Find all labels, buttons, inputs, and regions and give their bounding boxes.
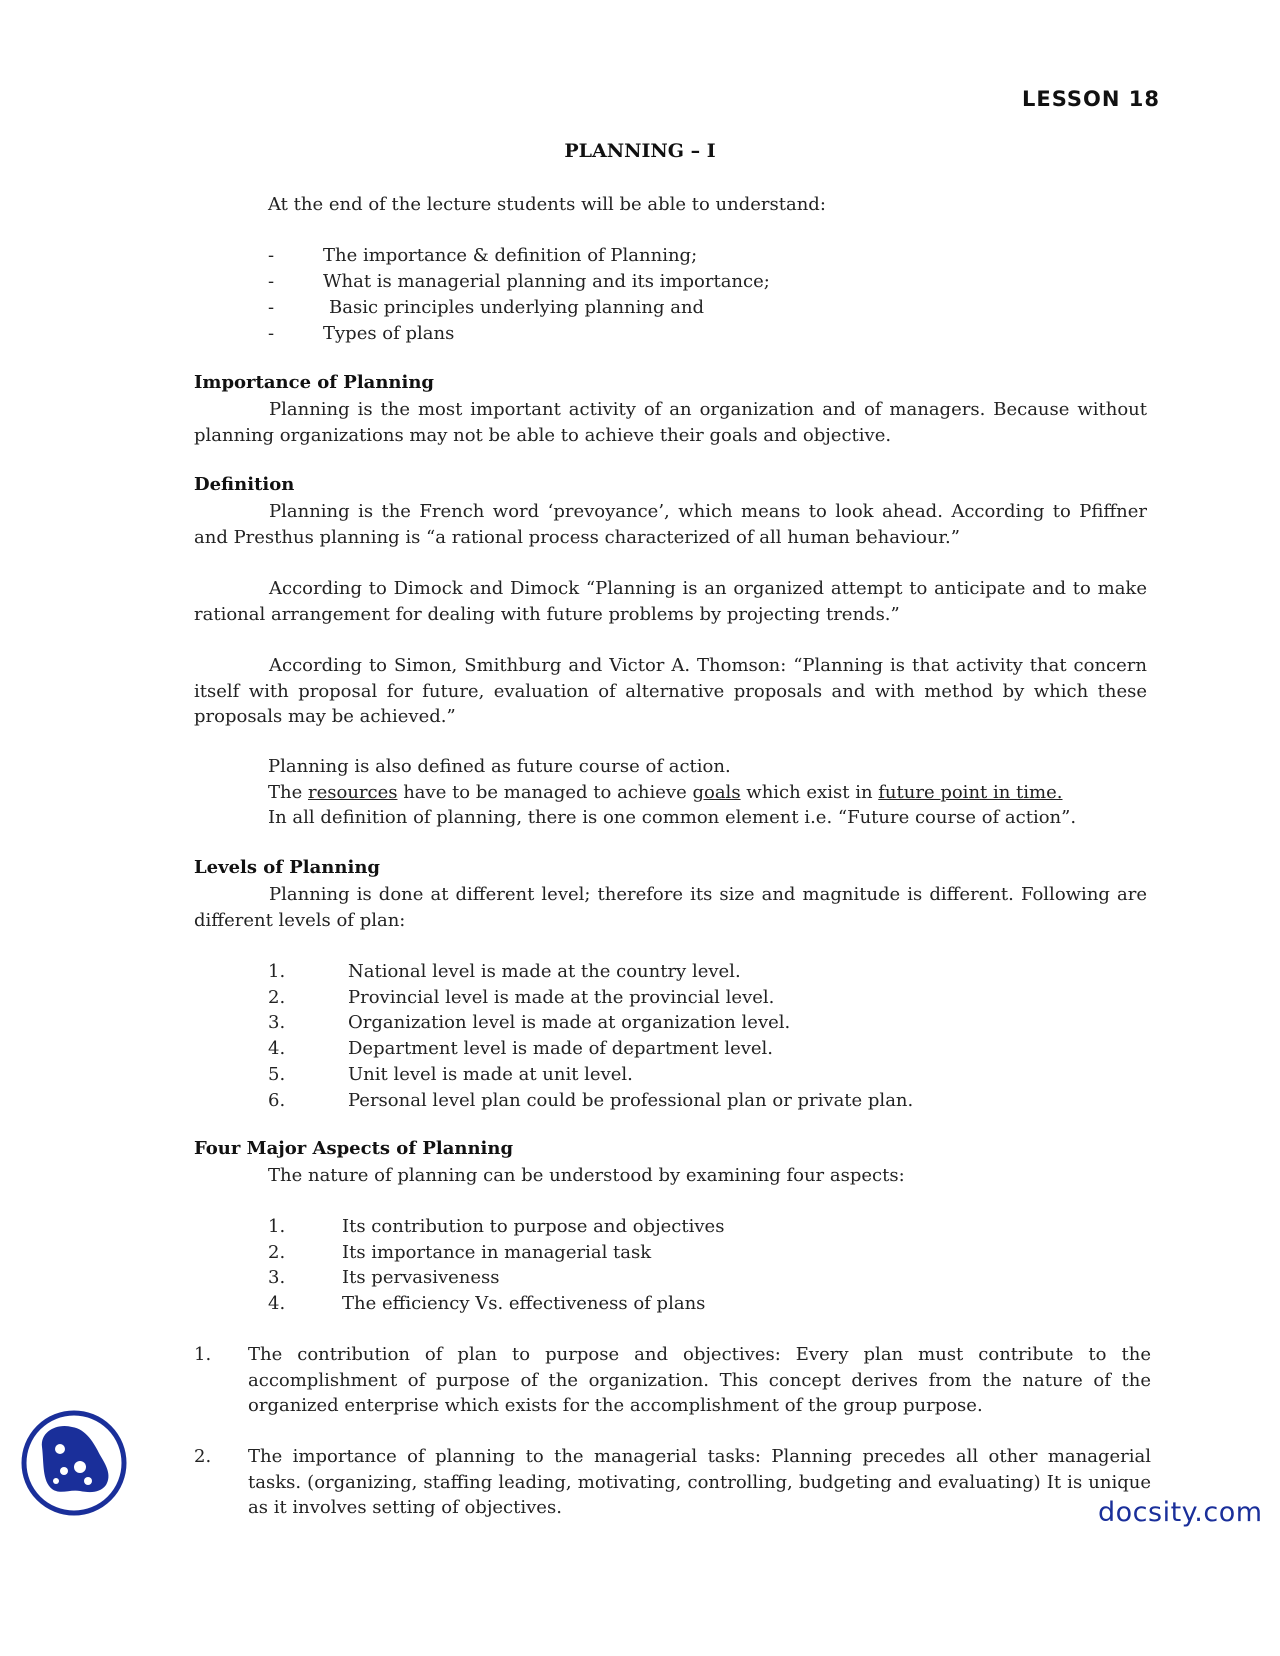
list-item: The importance & definition of Planning; [323, 245, 698, 266]
definition-paragraph-3: According to Simon, Smithburg and Victor A. Thomson: “Planning is that activity that concern itself with proposal for future, evaluation of alternative proposals and with method by which these proposals may be achieved.” [194, 655, 1147, 727]
list-item: Its pervasiveness [342, 1267, 500, 1288]
definition-paragraph-2: According to Dimock and Dimock “Planning is an organized attempt to anticipate and to make rational arrangement for dealing with future problems by projecting trends.” [194, 578, 1147, 625]
list-item: Its contribution to purpose and objectives [342, 1216, 725, 1237]
list-number: 1. [268, 961, 286, 982]
list-item: National level is made at the country level. [348, 961, 741, 982]
list-item: Unit level is made at unit level. [348, 1064, 633, 1085]
detail-number: 2. [194, 1446, 212, 1467]
list-marker: - [268, 323, 275, 344]
definition-paragraph-1: Planning is the French word ‘prevoyance’, which means to look ahead. According to Pfiffner and Presthus planning is “a rational process characterized of all human behaviour.” [194, 501, 1147, 548]
list-number: 5. [268, 1064, 286, 1085]
list-item: Department level is made of department level. [348, 1038, 774, 1059]
list-marker: - [268, 271, 275, 292]
list-item: Provincial level is made at the provincial level. [348, 987, 775, 1008]
aspect-detail-1: The contribution of plan to purpose and objectives: Every plan must contribute to the accomplishment of purpose of the organization. This concept derives from the nature of the organized enterprise which exists for the accomplishment of the group purpose. [248, 1344, 1151, 1416]
text-segment: The [268, 782, 308, 803]
levels-body: Planning is done at different level; therefore its size and magnitude is different. Following are different levels of plan: [194, 884, 1147, 931]
underlined-term: resources [307, 782, 398, 803]
list-number: 2. [268, 987, 286, 1008]
section-heading-levels: Levels of Planning [194, 857, 380, 878]
list-number: 3. [268, 1267, 286, 1288]
lesson-number: LESSON 18 [1022, 87, 1160, 111]
page-title: PLANNING – I [564, 140, 716, 162]
list-number: 4. [268, 1293, 286, 1314]
list-number: 3. [268, 1012, 286, 1033]
text-segment: have to be managed to achieve [397, 782, 693, 803]
list-item: Personal level plan could be professional plan or private plan. [348, 1090, 914, 1111]
section-heading-aspects: Four Major Aspects of Planning [194, 1138, 514, 1159]
detail-number: 1. [194, 1344, 212, 1365]
list-item: The efficiency Vs. effectiveness of plans [342, 1293, 706, 1314]
list-item: Basic principles underlying planning and [329, 297, 705, 318]
list-number: 1. [268, 1216, 286, 1237]
docsity-logo-icon [20, 1409, 128, 1517]
list-item: Types of plans [323, 323, 455, 344]
section-heading-definition: Definition [194, 474, 295, 495]
underlined-term: goals [692, 782, 741, 803]
importance-body: Planning is the most important activity of an organization and of managers. Because without planning organizations may not be able to achieve their goals and objective. [194, 399, 1147, 446]
list-number: 6. [268, 1090, 286, 1111]
docsity-watermark[interactable]: docsity.com [1098, 1497, 1263, 1528]
list-item: Organization level is made at organization level. [348, 1012, 791, 1033]
definition-line-2 [268, 780, 1063, 806]
section-heading-importance: Importance of Planning [194, 372, 435, 393]
definition-line-1: Planning is also defined as future course of action. [268, 756, 731, 777]
aspects-intro: The nature of planning can be understood by examining four aspects: [268, 1165, 905, 1186]
list-marker: - [268, 245, 275, 266]
list-marker: - [268, 297, 275, 318]
definition-line-3: In all definition of planning, there is one common element i.e. “Future course of action”. [268, 807, 1077, 828]
list-item: What is managerial planning and its importance; [323, 271, 770, 292]
underlined-term: future point in time. [878, 782, 1063, 803]
list-number: 2. [268, 1242, 286, 1263]
aspect-detail-2: The importance of planning to the managerial tasks: Planning precedes all other managerial tasks. (organizing, staffing leading, motivating, controlling, budgeting and evaluating) It is unique as it involves setting of objectives. [248, 1446, 1151, 1518]
list-item: Its importance in managerial task [342, 1242, 652, 1263]
list-number: 4. [268, 1038, 286, 1059]
intro-text: At the end of the lecture students will be able to understand: [268, 194, 826, 215]
text-segment: which exist in [740, 782, 879, 803]
